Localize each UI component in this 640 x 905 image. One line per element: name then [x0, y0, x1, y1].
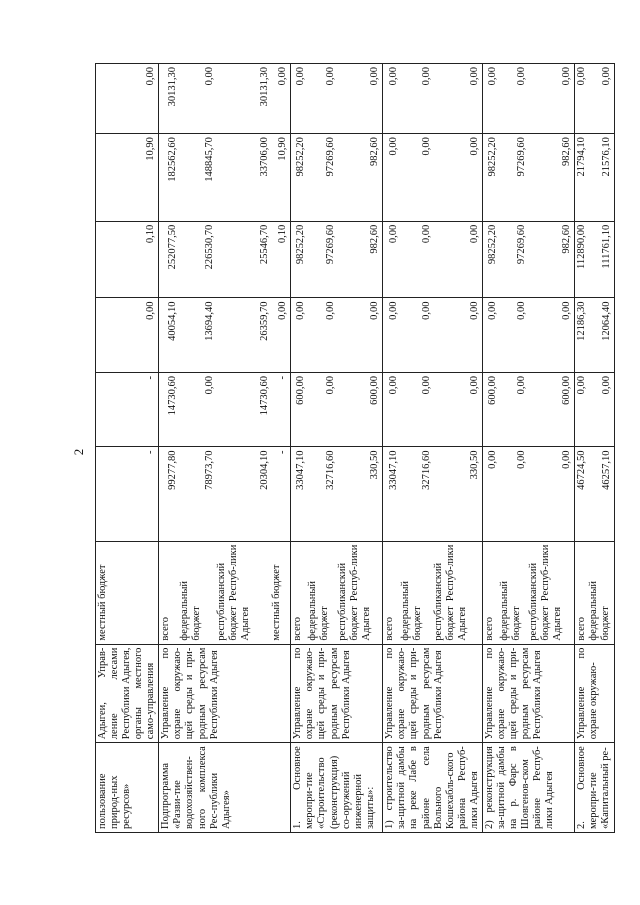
budget-source-line: всего: [384, 616, 396, 641]
amount-value: 982,60: [369, 137, 381, 167]
amount-value: 10,90: [277, 137, 289, 161]
amount-value: 0,00: [486, 450, 498, 469]
amount-value: 0,00: [560, 450, 572, 469]
table-row: [574, 64, 614, 833]
amount-value: 0,00: [516, 375, 528, 395]
amount-value: 21794,10: [576, 137, 588, 177]
amount-value: 26359,70: [258, 301, 270, 341]
amount-value: -: [145, 375, 157, 380]
amount-cell: [96, 64, 159, 134]
amount-value: 0,00: [468, 375, 480, 395]
amount-value: 600,00: [295, 375, 307, 405]
table-row: [96, 64, 159, 833]
budget-source-line: местный бюджет: [97, 564, 108, 641]
amount-value: 0,00: [560, 67, 572, 86]
executor-cell: Управление по охране окружаю-щей среды и при-родным ресурсам Республики Адыгея: [159, 644, 291, 743]
amount-value: 182562,60: [166, 137, 178, 182]
amount-cell: [482, 134, 574, 222]
amount-value: 0,00: [600, 375, 612, 395]
amount-value: 600,00: [486, 375, 498, 405]
amount-value: 97269,60: [516, 224, 528, 265]
budget-source-line: республиканский бюджет Респуб-лики Адыгея: [336, 544, 372, 641]
amount-value: 0,00: [277, 301, 289, 320]
amount-value: 14730,60: [166, 375, 178, 416]
amount-cell: [574, 134, 614, 222]
amount-value: 0,00: [420, 375, 432, 395]
amount-cell: [291, 64, 383, 134]
budget-source-line: федеральный бюджет: [588, 580, 612, 641]
amount-value: 600,00: [560, 375, 572, 405]
amount-value: 33706,00: [258, 137, 270, 177]
amount-value: 0,00: [388, 301, 400, 320]
amount-value: 0,00: [516, 301, 528, 320]
amount-value: 0,00: [324, 301, 336, 320]
amount-cell: [96, 134, 159, 222]
amount-cell: [482, 372, 574, 446]
budget-source-cell: [482, 541, 574, 644]
amount-value: 0,00: [388, 224, 400, 244]
amount-value: 330,50: [369, 450, 381, 480]
amount-value: 0,00: [388, 375, 400, 395]
amount-value: 0,00: [516, 67, 528, 86]
budget-source-line: республиканский бюджет Респуб-лики Адыгея: [432, 544, 468, 641]
budget-source-line: всего: [292, 616, 304, 641]
amount-value: 98252,20: [295, 137, 307, 177]
amount-value: 25546,70: [258, 224, 270, 265]
amount-value: 32716,60: [324, 450, 336, 490]
budget-source-cell: [574, 541, 614, 644]
budget-source-line: федеральный бюджет: [178, 580, 202, 641]
amount-value: 32716,60: [420, 450, 432, 490]
budget-source-line: всего: [160, 616, 172, 641]
amount-value: 0,00: [388, 137, 400, 156]
executor-cell: Управление по охране окружаю-щей среды и при-родным ресурсам Республики Адыгея: [291, 644, 383, 743]
executor-cell: Управление по охране окружаю-: [574, 644, 614, 743]
amount-value: 0,00: [369, 301, 381, 320]
budget-source-line: республиканский бюджет Респуб-лики Адыгея: [215, 544, 251, 641]
amount-value: -: [277, 450, 289, 454]
amount-value: 0,00: [295, 67, 307, 86]
amount-value: -: [145, 450, 157, 454]
amount-cell: [291, 298, 383, 372]
amount-value: 0,00: [486, 67, 498, 86]
amount-cell: [159, 372, 291, 446]
amount-value: 0,00: [560, 301, 572, 320]
amount-value: 0,00: [203, 375, 215, 395]
table-row: [482, 64, 574, 833]
amount-value: 111761,10: [600, 224, 612, 269]
amount-value: 112890,00: [576, 224, 588, 270]
amount-value: 0,00: [486, 301, 498, 320]
amount-value: 0,00: [277, 67, 289, 86]
amount-value: 982,60: [369, 224, 381, 254]
amount-value: 0,10: [145, 224, 157, 244]
table-row: [291, 64, 383, 833]
budget-source-cell: [96, 541, 159, 644]
amount-value: 99277,80: [166, 450, 178, 490]
amount-cell: [291, 134, 383, 222]
amount-value: 982,60: [560, 224, 572, 254]
amount-value: 98252,20: [486, 224, 498, 265]
budget-source-line: федеральный бюджет: [400, 580, 424, 641]
amount-value: 600,00: [369, 375, 381, 405]
amount-cell: [159, 298, 291, 372]
amount-value: 20304,10: [258, 450, 270, 490]
executor-cell: Адыгеи, Управ-ление лесами Республики Адыгея, органы местного само-управления: [96, 644, 159, 743]
amount-cell: [159, 447, 291, 541]
amount-cell: [574, 447, 614, 541]
amount-cell: [383, 447, 483, 541]
budget-source-cell: [291, 541, 383, 644]
amount-cell: [383, 298, 483, 372]
budget-source-cell: [383, 541, 483, 644]
amount-cell: [482, 447, 574, 541]
table-row: [383, 64, 483, 833]
amount-cell: [159, 134, 291, 222]
amount-value: 97269,60: [516, 137, 528, 177]
program-name-cell: 1. Основное меропри-тие «Строительство (реконструкция) со-оружений инженерной защиты»:: [291, 743, 383, 833]
amount-value: 33047,10: [295, 450, 307, 490]
amount-value: 0,00: [420, 301, 432, 320]
amount-value: 0,00: [420, 137, 432, 156]
budget-source-line: местный бюджет: [270, 564, 282, 641]
amount-cell: [482, 298, 574, 372]
amount-value: 330,50: [468, 450, 480, 480]
amount-value: 0,00: [369, 67, 381, 86]
budget-source-line: всего: [575, 616, 587, 641]
amount-value: -: [277, 375, 289, 380]
amount-value: 30131,30: [166, 67, 178, 107]
amount-cell: [574, 64, 614, 134]
amount-value: 252077,50: [166, 224, 178, 270]
executor-cell: Управление по охране окружаю-щей среды и при-родным ресурсам Республики Адыгея: [383, 644, 483, 743]
amount-cell: [291, 372, 383, 446]
amount-value: 12064,40: [600, 301, 612, 341]
amount-cell: [96, 298, 159, 372]
amount-cell: [574, 221, 614, 298]
amount-value: 0,00: [295, 301, 307, 320]
budget-table: [95, 63, 615, 833]
amount-value: 0,00: [420, 67, 432, 86]
amount-value: 0,00: [600, 67, 612, 86]
amount-value: 0,00: [468, 67, 480, 86]
rotated-table-area: [95, 63, 612, 833]
page-number: 2: [71, 448, 86, 456]
amount-value: 148845,70: [203, 137, 215, 182]
amount-value: 0,10: [277, 224, 289, 244]
amount-value: 10,90: [145, 137, 157, 161]
budget-source-line: республиканский бюджет Респуб-лики Адыгея: [528, 544, 564, 641]
amount-value: 33047,10: [388, 450, 400, 490]
amount-value: 46724,50: [576, 450, 588, 490]
amount-value: 97269,60: [324, 137, 336, 177]
amount-value: 98252,20: [486, 137, 498, 177]
budget-source-line: федеральный бюджет: [307, 580, 331, 641]
amount-value: 0,00: [516, 450, 528, 469]
amount-value: 0,00: [468, 301, 480, 320]
amount-value: 0,00: [576, 375, 588, 395]
amount-cell: [383, 221, 483, 298]
amount-value: 0,00: [145, 67, 157, 86]
amount-value: 30131,30: [258, 67, 270, 107]
amount-cell: [383, 64, 483, 134]
amount-value: 0,00: [420, 224, 432, 244]
program-name-cell: Подпрограмма «Разви-тие водохозяйствен-ного комплекса Рес-публики Адыгея»: [159, 743, 291, 833]
amount-cell: [96, 221, 159, 298]
amount-cell: [96, 372, 159, 446]
amount-value: 0,00: [388, 67, 400, 86]
amount-value: 982,60: [560, 137, 572, 167]
amount-value: 0,00: [324, 67, 336, 86]
program-name-cell: 2) реконструкция за-щитной дамбы на р. Фарс в Шовгенов-ском районе Респуб-лики Адыгея: [482, 743, 574, 833]
amount-value: 21576,10: [600, 137, 612, 177]
amount-value: 0,00: [324, 375, 336, 395]
amount-cell: [383, 134, 483, 222]
amount-value: 46257,10: [600, 450, 612, 490]
amount-value: 0,00: [576, 67, 588, 86]
budget-source-cell: [159, 541, 291, 644]
amount-value: 97269,60: [324, 224, 336, 265]
amount-value: 14730,60: [258, 375, 270, 416]
executor-cell: Управление по охране окружаю-щей среды и при-родным ресурсам Республики Адыгея: [482, 644, 574, 743]
amount-value: 0,00: [145, 301, 157, 320]
amount-value: 78973,70: [203, 450, 215, 490]
amount-cell: [383, 372, 483, 446]
amount-value: 98252,20: [295, 224, 307, 265]
amount-cell: [482, 221, 574, 298]
amount-value: 0,00: [203, 67, 215, 86]
amount-cell: [291, 221, 383, 298]
budget-source-line: федеральный бюджет: [498, 580, 522, 641]
amount-value: 12186,30: [576, 301, 588, 341]
amount-cell: [159, 221, 291, 298]
program-name-cell: 2. Основное меропри-тие «Капитальный ре-: [574, 743, 614, 833]
program-name-cell: пользование природ-ных ресурсов»: [96, 743, 159, 833]
amount-value: 0,00: [468, 224, 480, 244]
amount-value: 0,00: [468, 137, 480, 156]
amount-cell: [574, 372, 614, 446]
amount-value: 13694,40: [203, 301, 215, 341]
amount-cell: [159, 64, 291, 134]
table-row: [159, 64, 291, 833]
amount-value: 226530,70: [203, 224, 215, 270]
amount-cell: [482, 64, 574, 134]
amount-value: 40054,10: [166, 301, 178, 341]
budget-source-line: всего: [483, 616, 495, 641]
amount-cell: [291, 447, 383, 541]
program-name-cell: 1) строительство за-щитной дамбы на реке Лабе в районе села Вольного Кошехабль-ского района Респуб-лики Адыгея: [383, 743, 483, 833]
amount-cell: [96, 447, 159, 541]
amount-cell: [574, 298, 614, 372]
